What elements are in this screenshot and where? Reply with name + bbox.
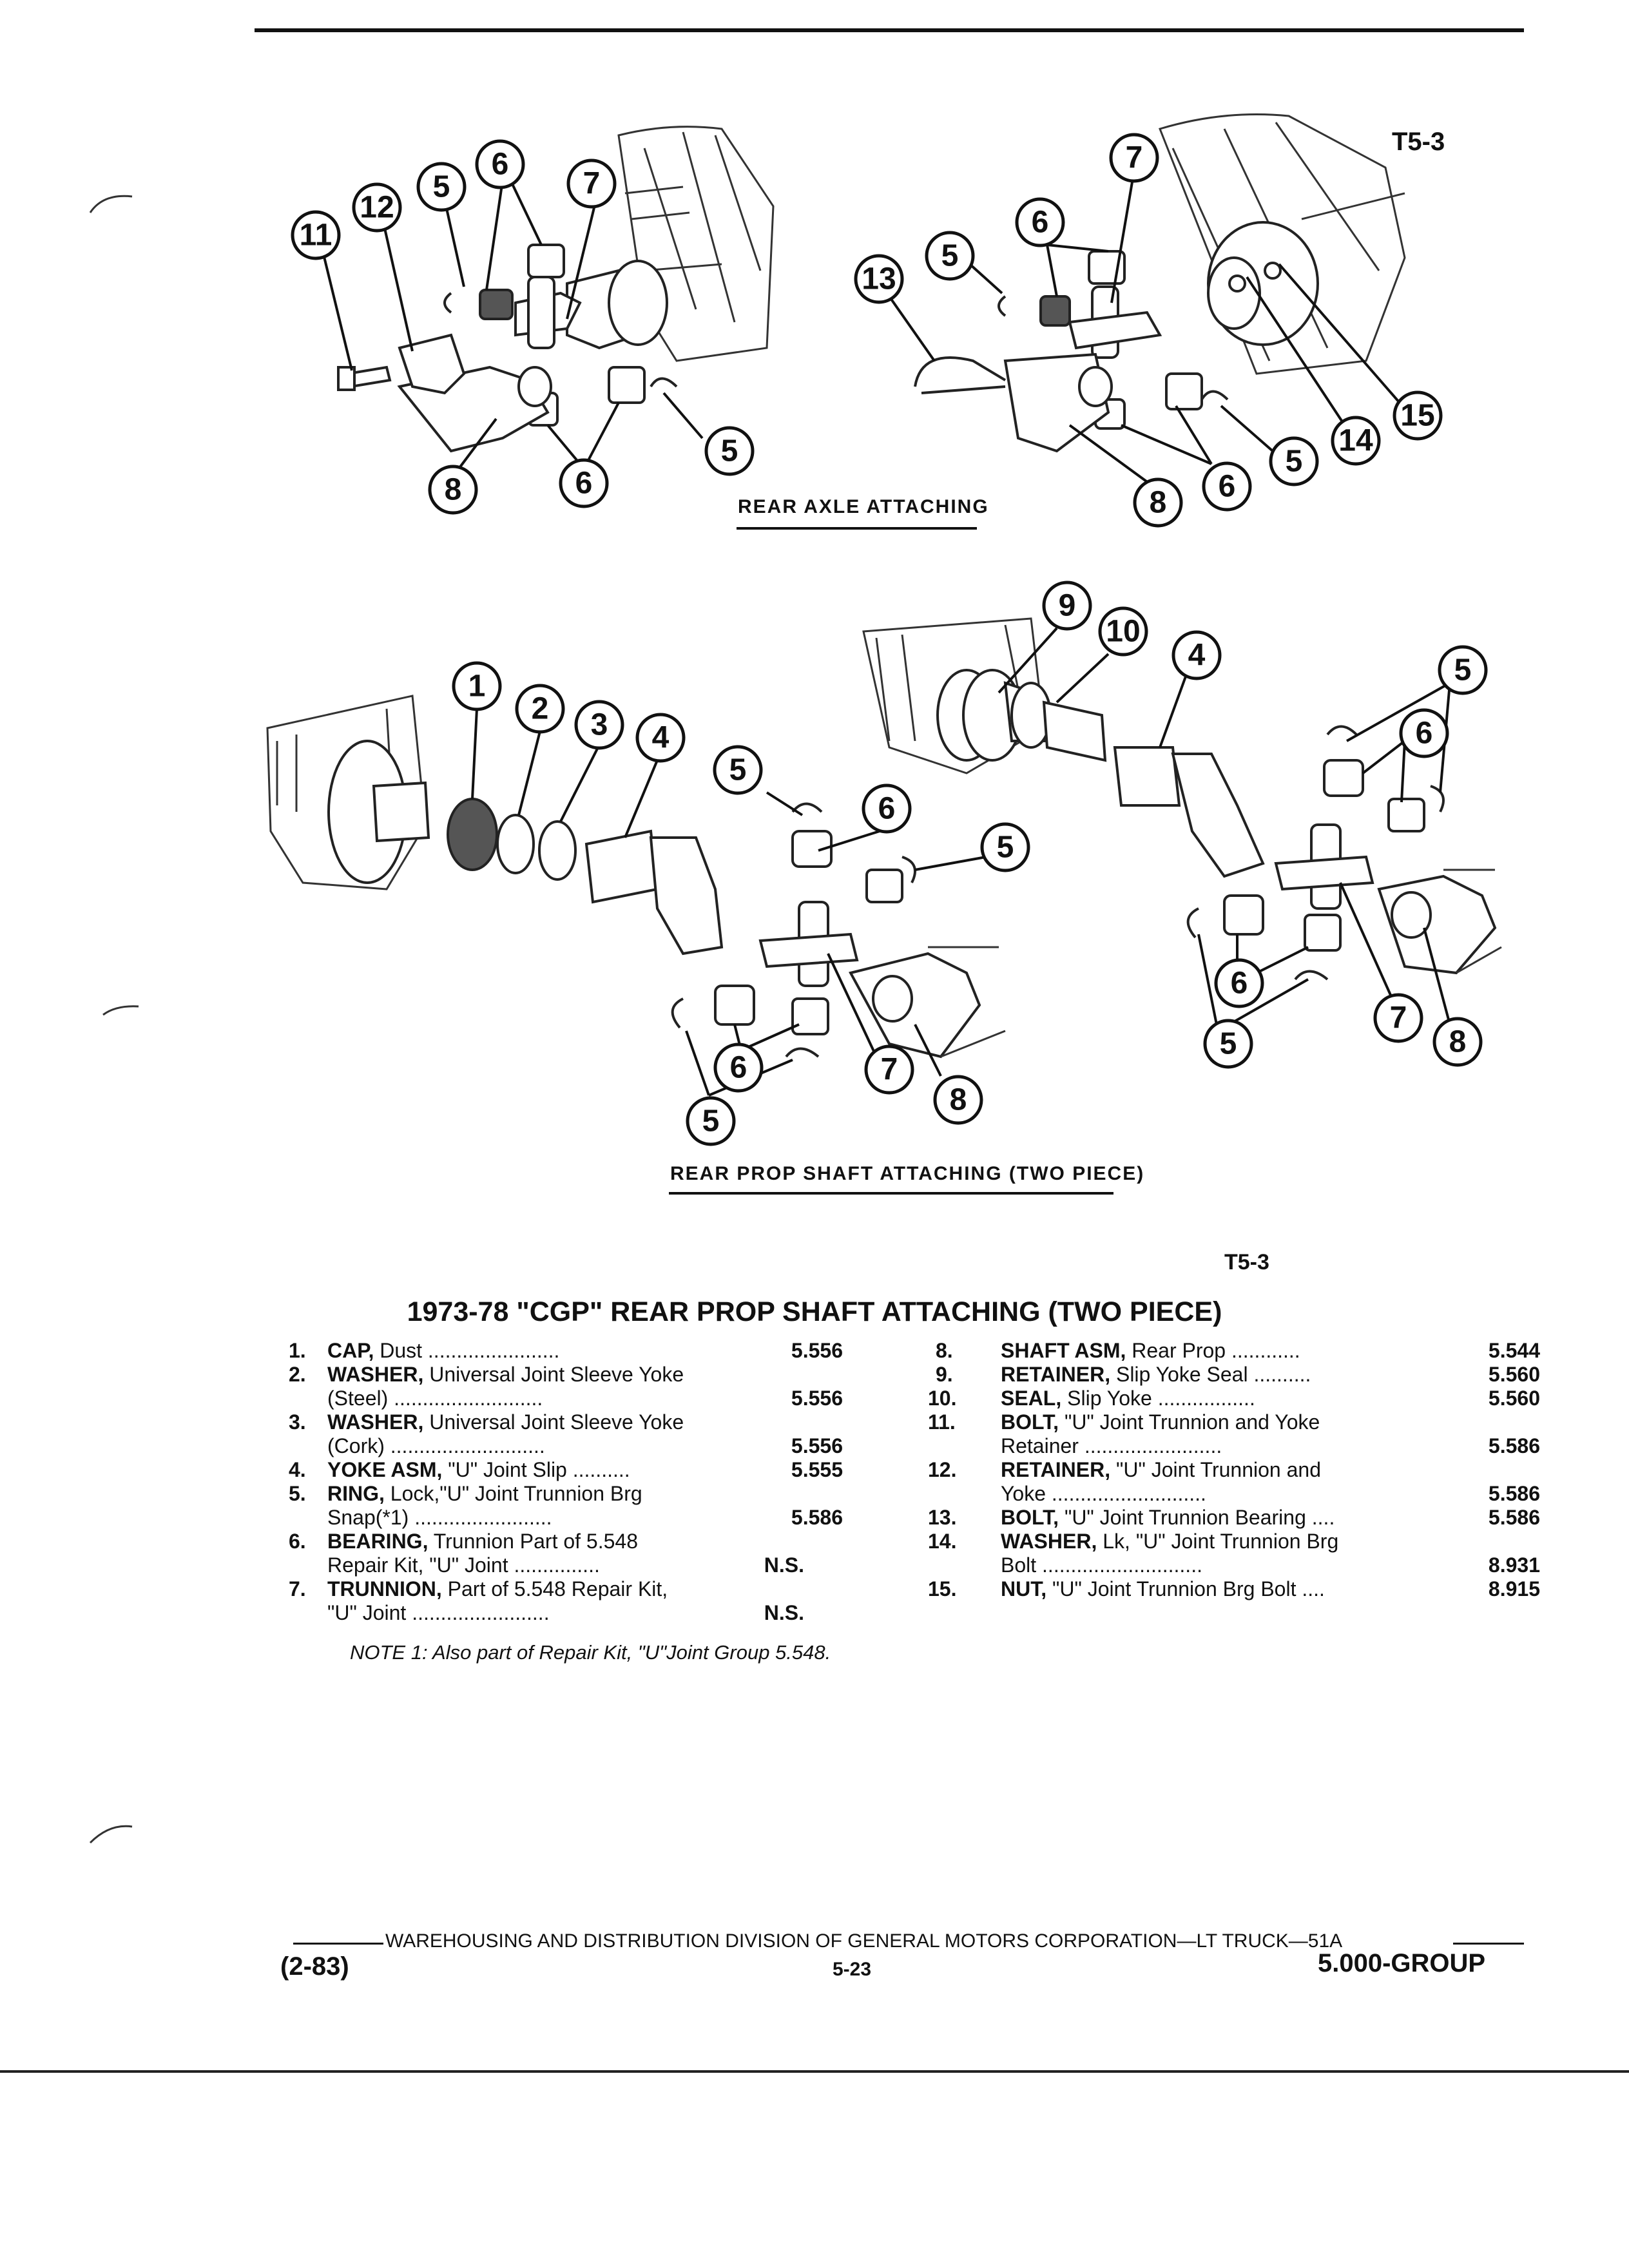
part-row-9 xyxy=(928,1363,1547,1387)
callout-6-axle-left-bottom xyxy=(561,460,607,506)
callout-5-axle-left-top xyxy=(418,164,465,210)
footer-group: 5.000-GROUP xyxy=(1318,1949,1486,1977)
part-group-code: 5.560 xyxy=(1488,1363,1540,1386)
callout-5-prop-left-right xyxy=(982,824,1028,870)
svg-text:10: 10 xyxy=(1106,614,1141,649)
part-row-8 xyxy=(928,1339,1547,1363)
callout-15 xyxy=(1394,392,1441,439)
part-description: RING, Lock,"U" Joint Trunnion Brg xyxy=(327,1482,642,1505)
callout-14 xyxy=(1333,418,1379,464)
callout-4-prop-left xyxy=(637,715,684,761)
svg-text:7: 7 xyxy=(880,1052,898,1087)
part-number: 2. xyxy=(289,1363,306,1386)
part-description: RETAINER, Slip Yoke Seal .......... xyxy=(1001,1363,1311,1386)
parts-list-right xyxy=(928,1339,1547,1601)
part-row-5-cont xyxy=(289,1506,849,1530)
callout-6-axle-right-top xyxy=(1017,199,1063,245)
callout-1 xyxy=(454,663,500,709)
part-group-code: N.S. xyxy=(764,1553,804,1577)
svg-text:5: 5 xyxy=(1454,653,1472,687)
svg-text:6: 6 xyxy=(575,466,593,501)
part-group-code: 5.560 xyxy=(1488,1387,1540,1410)
callout-7-prop-left xyxy=(866,1046,912,1093)
part-row-13 xyxy=(928,1506,1547,1530)
svg-text:3: 3 xyxy=(590,707,608,742)
footer-rule-right xyxy=(1453,1943,1524,1945)
svg-text:6: 6 xyxy=(1031,205,1049,240)
figure-code-top: T5-3 xyxy=(1392,128,1445,156)
part-row-6-cont xyxy=(289,1553,849,1577)
callout-7-axle-left xyxy=(568,160,615,207)
callout-6-axle-right-bottom xyxy=(1204,463,1250,510)
part-number: 12. xyxy=(928,1458,957,1481)
footer-page-number: 5-23 xyxy=(833,1959,872,1980)
caption-rear-prop-shaft-attaching: REAR PROP SHAFT ATTACHING (TWO PIECE) xyxy=(670,1163,1145,1184)
callout-8-axle-right xyxy=(1135,479,1181,526)
svg-text:5: 5 xyxy=(1285,444,1303,479)
part-group-code: 5.586 xyxy=(791,1506,843,1529)
part-description-cont: Bolt ............................ xyxy=(1001,1553,1202,1577)
callout-5-prop-right-bottom xyxy=(1205,1021,1251,1067)
part-row-2 xyxy=(289,1363,849,1387)
svg-text:6: 6 xyxy=(1230,966,1248,1001)
parts-list-title: 1973-78 "CGP" REAR PROP SHAFT ATTACHING (TWO PIECE) xyxy=(407,1296,1222,1327)
part-row-1 xyxy=(289,1339,849,1363)
part-number: 5. xyxy=(289,1482,306,1505)
caption-rear-axle-attaching: REAR AXLE ATTACHING xyxy=(738,496,989,517)
part-number: 4. xyxy=(289,1458,306,1481)
part-description: CAP, Dust ....................... xyxy=(327,1339,560,1362)
svg-text:5: 5 xyxy=(720,434,738,468)
svg-text:4: 4 xyxy=(651,720,670,755)
svg-text:8: 8 xyxy=(949,1082,967,1117)
part-group-code: 5.586 xyxy=(1488,1506,1540,1529)
part-description: WASHER, Universal Joint Sleeve Yoke xyxy=(327,1410,684,1434)
part-group-code: 8.931 xyxy=(1488,1553,1540,1577)
svg-text:5: 5 xyxy=(702,1104,720,1139)
part-group-code: 5.586 xyxy=(1488,1482,1540,1505)
part-row-3-cont xyxy=(289,1434,849,1458)
part-description: SEAL, Slip Yoke ................. xyxy=(1001,1387,1255,1410)
part-description-cont: "U" Joint ........................ xyxy=(327,1601,550,1624)
part-description: SHAFT ASM, Rear Prop ............ xyxy=(1001,1339,1300,1362)
svg-text:7: 7 xyxy=(1125,140,1143,175)
part-row-2-cont xyxy=(289,1387,849,1410)
svg-text:13: 13 xyxy=(862,262,896,296)
list-figure-code: T5-3 xyxy=(1224,1250,1269,1274)
svg-text:5: 5 xyxy=(996,830,1014,865)
callout-5-axle-right-top xyxy=(927,233,973,279)
part-description: BEARING, Trunnion Part of 5.548 xyxy=(327,1530,638,1553)
part-row-5 xyxy=(289,1482,849,1506)
callout-2 xyxy=(517,686,563,732)
part-description: RETAINER, "U" Joint Trunnion and xyxy=(1001,1458,1321,1481)
footer-line: WAREHOUSING AND DISTRIBUTION DIVISION OF GENERAL MOTORS CORPORATION—LT TRUCK—51A xyxy=(385,1930,1343,1952)
svg-text:8: 8 xyxy=(1449,1024,1467,1059)
callout-13 xyxy=(856,256,902,302)
svg-text:6: 6 xyxy=(491,147,509,182)
svg-text:5: 5 xyxy=(1219,1026,1237,1061)
part-number: 6. xyxy=(289,1530,306,1553)
part-number: 8. xyxy=(936,1339,953,1362)
part-number: 3. xyxy=(289,1410,306,1434)
part-group-code: 5.556 xyxy=(791,1339,843,1362)
part-description: WASHER, Lk, "U" Joint Trunnion Brg xyxy=(1001,1530,1339,1553)
svg-text:6: 6 xyxy=(878,791,896,826)
callout-6-prop-left-top xyxy=(863,785,910,832)
bottom-rule xyxy=(0,2070,1629,2073)
callout-6-prop-left-bottom xyxy=(715,1044,762,1091)
part-number: 11. xyxy=(928,1410,956,1434)
part-group-code: 5.555 xyxy=(791,1458,843,1481)
part-description-cont: (Cork) ........................... xyxy=(327,1434,545,1457)
part-number: 10. xyxy=(928,1387,957,1410)
callout-11 xyxy=(293,212,339,258)
part-description-cont: Yoke ........................... xyxy=(1001,1482,1206,1505)
part-row-4 xyxy=(289,1458,849,1482)
callout-6-axle-left-top xyxy=(477,141,523,187)
part-group-code: 8.915 xyxy=(1488,1577,1540,1600)
callout-6-prop-right-top xyxy=(1401,710,1447,756)
part-description-cont: Retainer ........................ xyxy=(1001,1434,1222,1457)
part-row-3 xyxy=(289,1410,849,1434)
part-row-6 xyxy=(289,1530,849,1553)
part-description: NUT, "U" Joint Trunnion Brg Bolt .... xyxy=(1001,1577,1325,1600)
part-description: BOLT, "U" Joint Trunnion and Yoke xyxy=(1001,1410,1320,1434)
part-row-7 xyxy=(289,1577,849,1601)
part-description-cont: Repair Kit, "U" Joint ............... xyxy=(327,1553,600,1577)
callout-8-axle-left xyxy=(430,466,476,513)
part-description: WASHER, Universal Joint Sleeve Yoke xyxy=(327,1363,684,1386)
callout-5-prop-left-bottom xyxy=(688,1098,734,1144)
callout-5-axle-right-bottom xyxy=(1271,438,1317,485)
svg-text:15: 15 xyxy=(1400,398,1435,433)
footnote: NOTE 1: Also part of Repair Kit, "U"Joint Group 5.548. xyxy=(350,1641,831,1664)
part-number: 14. xyxy=(928,1530,957,1553)
part-description: YOKE ASM, "U" Joint Slip .......... xyxy=(327,1458,630,1481)
footer-date: (2-83) xyxy=(280,1952,349,1981)
part-row-11 xyxy=(928,1410,1547,1434)
part-row-10 xyxy=(928,1387,1547,1410)
callout-3 xyxy=(576,702,622,748)
part-group-code: 5.556 xyxy=(791,1434,843,1457)
callout-10 xyxy=(1100,608,1146,655)
callout-12 xyxy=(354,184,400,231)
svg-text:5: 5 xyxy=(941,238,959,273)
parts-list-left xyxy=(289,1339,849,1625)
part-row-7-cont xyxy=(289,1601,849,1625)
svg-text:5: 5 xyxy=(432,169,450,204)
footer-rule-left xyxy=(293,1943,383,1945)
svg-text:6: 6 xyxy=(729,1050,747,1085)
part-number: 7. xyxy=(289,1577,306,1600)
part-description-cont: Snap(*1) ........................ xyxy=(327,1506,552,1529)
svg-text:4: 4 xyxy=(1188,638,1206,673)
svg-text:7: 7 xyxy=(583,166,601,201)
part-number: 15. xyxy=(928,1577,957,1600)
callout-7-axle-right xyxy=(1111,135,1157,181)
part-number: 13. xyxy=(928,1506,957,1529)
svg-text:6: 6 xyxy=(1415,716,1433,751)
callout-8-prop-left xyxy=(935,1077,981,1123)
part-row-11-cont xyxy=(928,1434,1547,1458)
svg-text:9: 9 xyxy=(1058,588,1076,623)
part-row-15 xyxy=(928,1577,1547,1601)
part-group-code: 5.586 xyxy=(1488,1434,1540,1457)
svg-text:14: 14 xyxy=(1338,423,1373,458)
part-group-code: N.S. xyxy=(764,1601,804,1624)
svg-text:8: 8 xyxy=(444,472,462,507)
callout-5-prop-right-top xyxy=(1440,647,1486,693)
svg-text:8: 8 xyxy=(1149,485,1167,520)
part-row-12 xyxy=(928,1458,1547,1482)
rear-axle-left-diagram xyxy=(320,127,773,470)
svg-text:5: 5 xyxy=(729,753,747,787)
callout-4-prop-right xyxy=(1173,632,1220,678)
callout-9 xyxy=(1044,582,1090,629)
part-group-code: 5.556 xyxy=(791,1387,843,1410)
svg-text:7: 7 xyxy=(1389,1001,1407,1035)
svg-text:6: 6 xyxy=(1218,469,1236,504)
svg-text:1: 1 xyxy=(468,669,486,704)
caption-underline-rear-prop-shaft xyxy=(669,1192,1113,1195)
callout-6-prop-right-bottom xyxy=(1216,960,1262,1006)
callout-5-axle-left-bottom xyxy=(706,428,753,474)
svg-text:12: 12 xyxy=(360,190,394,225)
part-number: 1. xyxy=(289,1339,306,1362)
part-number: 9. xyxy=(936,1363,953,1386)
caption-underline-rear-axle xyxy=(737,527,977,530)
callout-8-prop-right xyxy=(1434,1019,1481,1065)
part-row-14-cont xyxy=(928,1553,1547,1577)
callout-5-prop-left-top xyxy=(715,747,761,793)
part-group-code: 5.544 xyxy=(1488,1339,1540,1362)
svg-text:2: 2 xyxy=(531,691,549,726)
svg-text:11: 11 xyxy=(299,218,333,253)
part-row-14 xyxy=(928,1530,1547,1553)
part-description: TRUNNION, Part of 5.548 Repair Kit, xyxy=(327,1577,668,1600)
callout-7-prop-right xyxy=(1375,995,1422,1041)
prop-shaft-left-diagram xyxy=(267,696,1005,1095)
part-description-cont: (Steel) .......................... xyxy=(327,1387,543,1410)
part-row-12-cont xyxy=(928,1482,1547,1506)
part-description: BOLT, "U" Joint Trunnion Bearing .... xyxy=(1001,1506,1335,1529)
